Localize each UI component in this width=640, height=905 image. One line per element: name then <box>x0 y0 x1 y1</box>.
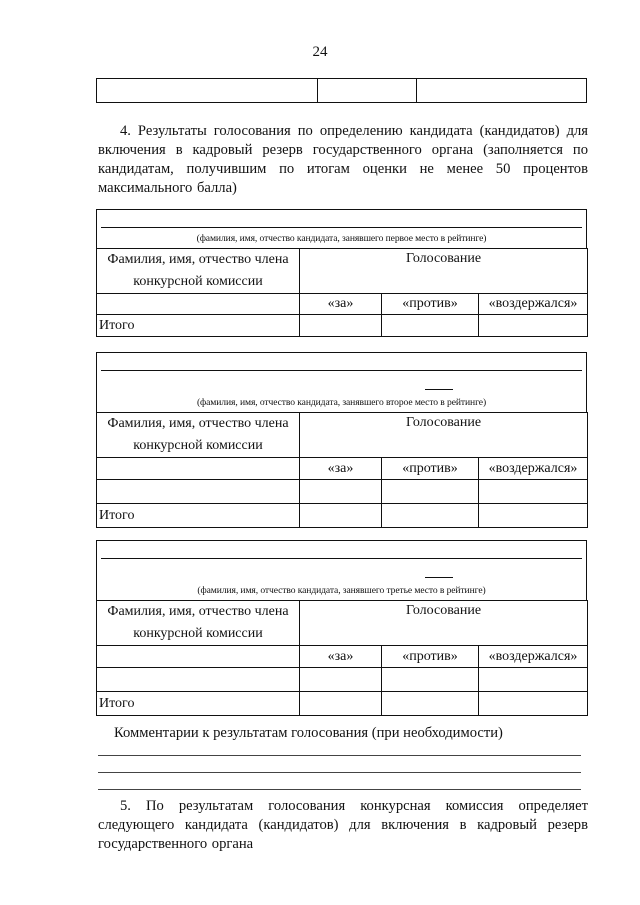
col-against: «против» <box>382 646 479 668</box>
col-for: «за» <box>300 458 382 480</box>
voting-header: Голосование <box>300 601 588 646</box>
member-header: Фамилия, имя, отчество члена конкурсной комиссии <box>97 601 300 646</box>
candidate-name-box-3 <box>96 540 587 601</box>
candidate-caption: (фамилия, имя, отчество кандидата, занявшего второе место в рейтинге) <box>196 397 487 408</box>
total-label: Итого <box>97 315 300 337</box>
comment-line <box>98 789 581 790</box>
voting-header: Голосование <box>300 249 588 294</box>
table-cell <box>417 79 587 103</box>
col-abstain: «воздержался» <box>479 294 588 315</box>
col-for: «за» <box>300 294 382 315</box>
col-abstain: «воздержался» <box>479 458 588 480</box>
voting-table-3 <box>96 600 588 716</box>
vote-cell <box>382 668 479 692</box>
member-cell <box>97 668 300 692</box>
member-cell <box>97 646 300 668</box>
total-label: Итого <box>97 504 300 528</box>
vote-cell <box>479 668 588 692</box>
section-4-text: 4. Результаты голосования по определению кандидата (кандидатов) для включения в кадровый резерв государственного органа (заполняется по кандидатам, получившим по итогам оценки не менее 50 процентов максимального балла) <box>98 123 588 196</box>
candidate-caption: (фамилия, имя, отчество кандидата, занявшего первое место в рейтинге) <box>196 233 487 244</box>
table-cell <box>97 79 318 103</box>
col-abstain: «воздержался» <box>479 646 588 668</box>
vote-cell <box>382 480 479 504</box>
vote-cell <box>479 480 588 504</box>
member-cell <box>97 294 300 315</box>
total-for-cell <box>300 315 382 337</box>
candidate-name-box-1 <box>96 209 587 249</box>
candidate-caption: (фамилия, имя, отчество кандидата, занявшего третье место в рейтинге) <box>197 585 486 596</box>
member-header: Фамилия, имя, отчество члена конкурсной комиссии <box>97 413 300 458</box>
total-for-cell <box>300 504 382 528</box>
voting-header: Голосование <box>300 413 588 458</box>
candidate-name-line <box>101 370 582 371</box>
total-abstain-cell <box>479 315 588 337</box>
total-against-cell <box>382 315 479 337</box>
page-number: 24 <box>312 44 328 60</box>
total-for-cell <box>300 692 382 716</box>
col-for: «за» <box>300 646 382 668</box>
comments-label: Комментарии к результатам голосования (при необходимости) <box>114 725 503 741</box>
table-cell <box>318 79 417 103</box>
comment-line <box>98 755 581 756</box>
col-against: «против» <box>382 458 479 480</box>
separator-dash <box>425 577 453 578</box>
voting-table-1 <box>96 248 588 337</box>
candidate-name-line <box>101 558 582 559</box>
candidate-name-line <box>101 227 582 228</box>
separator-dash <box>425 389 453 390</box>
candidate-name-box-2 <box>96 352 587 413</box>
total-against-cell <box>382 504 479 528</box>
continuation-table <box>96 78 587 103</box>
total-against-cell <box>382 692 479 716</box>
voting-table-2 <box>96 412 588 528</box>
vote-cell <box>300 480 382 504</box>
total-abstain-cell <box>479 504 588 528</box>
section-5-text: 5. По результатам голосования конкурсная комиссия определяет следующего кандидата (кандидатов) для включения в кадровый резерв государственного органа <box>98 798 588 852</box>
total-abstain-cell <box>479 692 588 716</box>
member-cell <box>97 480 300 504</box>
total-label: Итого <box>97 692 300 716</box>
col-against: «против» <box>382 294 479 315</box>
comment-line <box>98 772 581 773</box>
vote-cell <box>300 668 382 692</box>
member-cell <box>97 458 300 480</box>
member-header: Фамилия, имя, отчество члена конкурсной комиссии <box>97 249 300 294</box>
